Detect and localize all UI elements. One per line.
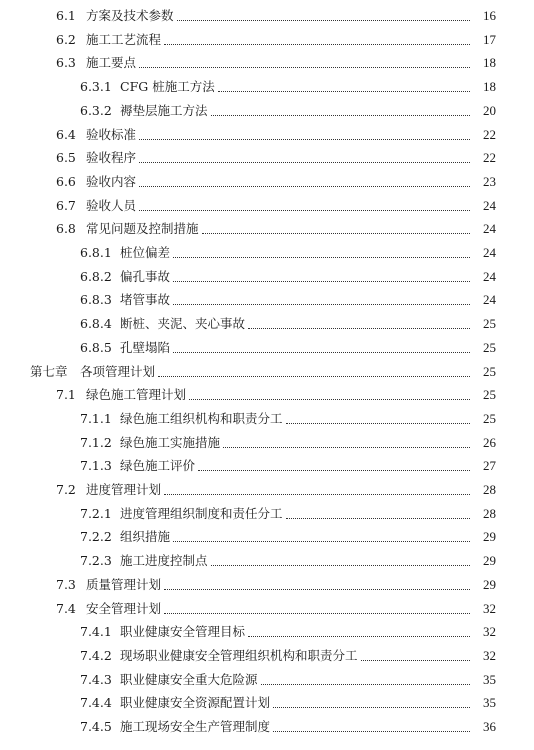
toc-entry-number: 6.8.1	[80, 245, 112, 260]
toc-leader-dots	[173, 303, 494, 305]
toc-entry-number: 7.3	[56, 576, 76, 592]
toc-entry-title: 施工进度控制点	[120, 553, 208, 569]
toc-leader-dots	[189, 398, 494, 400]
toc-entry-page: 20	[470, 103, 496, 119]
toc-entry-page: 25	[470, 316, 496, 332]
toc-entry-page: 23	[470, 174, 496, 190]
toc-entry-title: 安全管理计划	[86, 600, 162, 616]
toc-entry-number: 6.6	[56, 173, 76, 189]
toc-entry-page: 28	[470, 506, 496, 522]
toc-entry[interactable]	[0, 433, 534, 451]
toc-entry[interactable]	[0, 622, 534, 640]
toc-entry[interactable]	[0, 717, 534, 735]
toc-entry-number: 6.8.5	[80, 339, 112, 355]
toc-entry[interactable]	[0, 30, 534, 48]
toc-entry-number: 7.2.3	[80, 553, 112, 569]
toc-entry[interactable]	[0, 148, 534, 166]
toc-leader-dots	[139, 209, 494, 211]
toc-leader-dots	[164, 43, 494, 45]
toc-leader-dots	[139, 161, 494, 163]
toc-entry-page: 26	[470, 435, 496, 451]
toc-entry-number: 7.1.1	[80, 410, 112, 426]
toc-entry-number: 7.4.4	[80, 695, 112, 711]
toc-entry-title: 现场职业健康安全管理组织机构和职责分工	[120, 647, 358, 663]
toc-entry-number: 7.2.2	[80, 529, 112, 545]
toc-entry-title: 绿色施工管理计划	[86, 387, 187, 403]
toc-leader-dots	[139, 185, 494, 187]
toc-entry-page: 32	[470, 601, 496, 617]
toc-leader-dots	[173, 540, 494, 542]
toc-entry[interactable]	[0, 480, 534, 498]
toc-entry[interactable]	[0, 172, 534, 190]
toc-entry-number: 6.5	[56, 150, 76, 166]
toc-entry-title: 进度管理组织制度和责任分工	[120, 505, 283, 521]
toc-entry-page: 32	[470, 624, 496, 640]
toc-entry-page: 27	[470, 458, 496, 474]
toc-leader-dots	[158, 375, 494, 377]
toc-leader-dots	[164, 612, 494, 614]
toc-entry-number: 6.2	[56, 31, 76, 47]
toc-entry-page: 25	[470, 340, 496, 356]
toc-leader-dots	[139, 138, 494, 140]
toc-entry[interactable]	[0, 219, 534, 237]
toc-entry[interactable]	[0, 504, 534, 522]
toc-leader-dots	[211, 564, 494, 566]
toc-leader-dots	[273, 730, 494, 732]
toc-leader-dots	[286, 517, 494, 519]
toc-entry-number: 7.1.3	[80, 458, 112, 474]
toc-entry-number: 7.4.1	[80, 624, 112, 640]
toc-entry-title: 方案及技术参数	[86, 8, 174, 23]
toc-entry[interactable]	[0, 338, 534, 356]
toc-entry-number: 7.2.1	[80, 505, 112, 521]
toc-entry-number: 6.8.3	[80, 292, 112, 308]
toc-entry-page: 35	[470, 672, 496, 688]
toc-entry-title: CFG 桩施工方法	[120, 79, 215, 95]
toc-entry-title: 绿色施工评价	[120, 458, 196, 474]
toc-entry[interactable]	[0, 125, 534, 143]
toc-entry-title: 验收程序	[86, 150, 137, 166]
toc-entry-title: 职业健康安全重大危险源	[120, 671, 258, 687]
toc-entry-page: 28	[470, 482, 496, 498]
toc-entry-page: 35	[470, 695, 496, 711]
toc-entry-page: 17	[470, 32, 496, 48]
toc-entry-title: 验收内容	[86, 173, 137, 189]
toc-entry-page: 25	[470, 364, 496, 380]
toc-leader-dots	[273, 706, 494, 708]
toc-entry-title: 断桩、夹泥、夹心事故	[120, 316, 246, 332]
toc-entry-number: 7.4.2	[80, 647, 112, 663]
toc-entry-page: 24	[470, 245, 496, 261]
toc-entry[interactable]	[0, 243, 534, 261]
toc-leader-dots	[286, 422, 494, 424]
toc-entry[interactable]	[0, 551, 534, 569]
toc-entry-page: 25	[470, 387, 496, 403]
toc-entry-page: 22	[470, 150, 496, 166]
toc-leader-dots	[139, 66, 494, 68]
toc-leader-dots	[173, 280, 494, 282]
toc-entry[interactable]	[0, 693, 534, 711]
toc-entry[interactable]	[0, 196, 534, 214]
toc-entry-number: 7.1.2	[80, 434, 112, 450]
toc-entry-number: 第七章	[30, 363, 68, 379]
toc-entry[interactable]	[0, 362, 534, 380]
toc-entry-page: 18	[470, 79, 496, 95]
toc-entry-title: 桩位偏差	[120, 245, 171, 260]
toc-entry-page: 29	[470, 529, 496, 545]
toc-leader-dots	[248, 327, 494, 329]
toc-entry-number: 6.8.2	[80, 268, 112, 284]
toc-leader-dots	[218, 90, 494, 92]
toc-leader-dots	[261, 683, 494, 685]
toc-entry-number: 7.1	[56, 387, 76, 403]
toc-entry-title: 绿色施工组织机构和职责分工	[120, 410, 283, 426]
toc-leader-dots	[177, 19, 494, 21]
toc-entry[interactable]	[0, 290, 534, 308]
toc-entry-page: 25	[470, 411, 496, 427]
toc-entry-number: 7.2	[56, 482, 76, 497]
toc-entry[interactable]	[0, 409, 534, 427]
toc-entry-title: 组织措施	[120, 529, 171, 545]
toc-entry-page: 18	[470, 55, 496, 71]
toc-entry-title: 各项管理计划	[80, 363, 156, 379]
toc-leader-dots	[198, 469, 494, 471]
toc-entry-title: 施工现场安全生产管理制度	[120, 719, 271, 734]
toc-entry[interactable]	[0, 527, 534, 545]
toc-entry[interactable]	[0, 53, 534, 71]
toc-entry[interactable]	[0, 267, 534, 285]
toc-entry-page: 24	[470, 198, 496, 214]
toc-entry-page: 36	[470, 719, 496, 735]
toc-entry[interactable]	[0, 599, 534, 617]
toc-entry-title: 褥垫层施工方法	[120, 102, 208, 118]
toc-entry[interactable]	[0, 385, 534, 403]
toc-entry-page: 32	[470, 648, 496, 664]
toc-entry-number: 6.3	[56, 55, 76, 71]
toc-entry-title: 验收人员	[86, 197, 137, 213]
toc-entry[interactable]	[0, 575, 534, 593]
toc-entry-title: 施工工艺流程	[86, 31, 162, 47]
toc-entry-title: 进度管理计划	[86, 482, 162, 497]
toc-leader-dots	[164, 493, 494, 495]
toc-entry[interactable]	[0, 6, 534, 24]
toc-entry-title: 常见问题及控制措施	[86, 221, 199, 237]
toc-leader-dots	[164, 588, 494, 590]
toc-entry-title: 验收标准	[86, 126, 137, 142]
toc-entry-number: 6.3.1	[80, 79, 112, 95]
toc-entry[interactable]	[0, 646, 534, 664]
toc-entry-number: 7.4	[56, 600, 76, 616]
toc-entry-page: 29	[470, 577, 496, 593]
toc-entry-page: 24	[470, 292, 496, 308]
toc-entry[interactable]	[0, 670, 534, 688]
toc-entry[interactable]	[0, 456, 534, 474]
toc-leader-dots	[211, 114, 494, 116]
toc-leader-dots	[202, 232, 494, 234]
toc-entry-title: 施工要点	[86, 55, 137, 71]
toc-entry[interactable]	[0, 101, 534, 119]
toc-entry-title: 绿色施工实施措施	[120, 434, 221, 450]
toc-leader-dots	[248, 635, 494, 637]
toc-entry-number: 7.4.3	[80, 671, 112, 687]
toc-entry-title: 偏孔事故	[120, 268, 171, 284]
toc-entry-title: 职业健康安全资源配置计划	[120, 695, 271, 711]
toc-entry-number: 6.8.4	[80, 316, 112, 332]
toc-entry-number: 6.4	[56, 126, 76, 142]
toc-entry-title: 质量管理计划	[86, 576, 162, 592]
toc-entry-page: 24	[470, 221, 496, 237]
toc-entry-number: 6.1	[56, 8, 76, 23]
toc-entry-number: 6.8	[56, 221, 76, 237]
toc-entry-page: 22	[470, 127, 496, 143]
toc-entry-page: 24	[470, 269, 496, 285]
toc-leader-dots	[223, 446, 494, 448]
toc-leader-dots	[173, 351, 494, 353]
toc-entry-number: 6.3.2	[80, 102, 112, 118]
toc-entry[interactable]	[0, 77, 534, 95]
toc-entry-title: 职业健康安全管理目标	[120, 624, 246, 640]
toc-entry-title: 堵管事故	[120, 292, 171, 308]
toc-leader-dots	[173, 256, 494, 258]
toc-entry-title: 孔壁塌陷	[120, 339, 171, 355]
toc-entry-number: 6.7	[56, 197, 76, 213]
toc-entry-page: 16	[470, 8, 496, 24]
toc-entry-page: 29	[470, 553, 496, 569]
toc-entry[interactable]	[0, 314, 534, 332]
toc-entry-number: 7.4.5	[80, 719, 112, 734]
